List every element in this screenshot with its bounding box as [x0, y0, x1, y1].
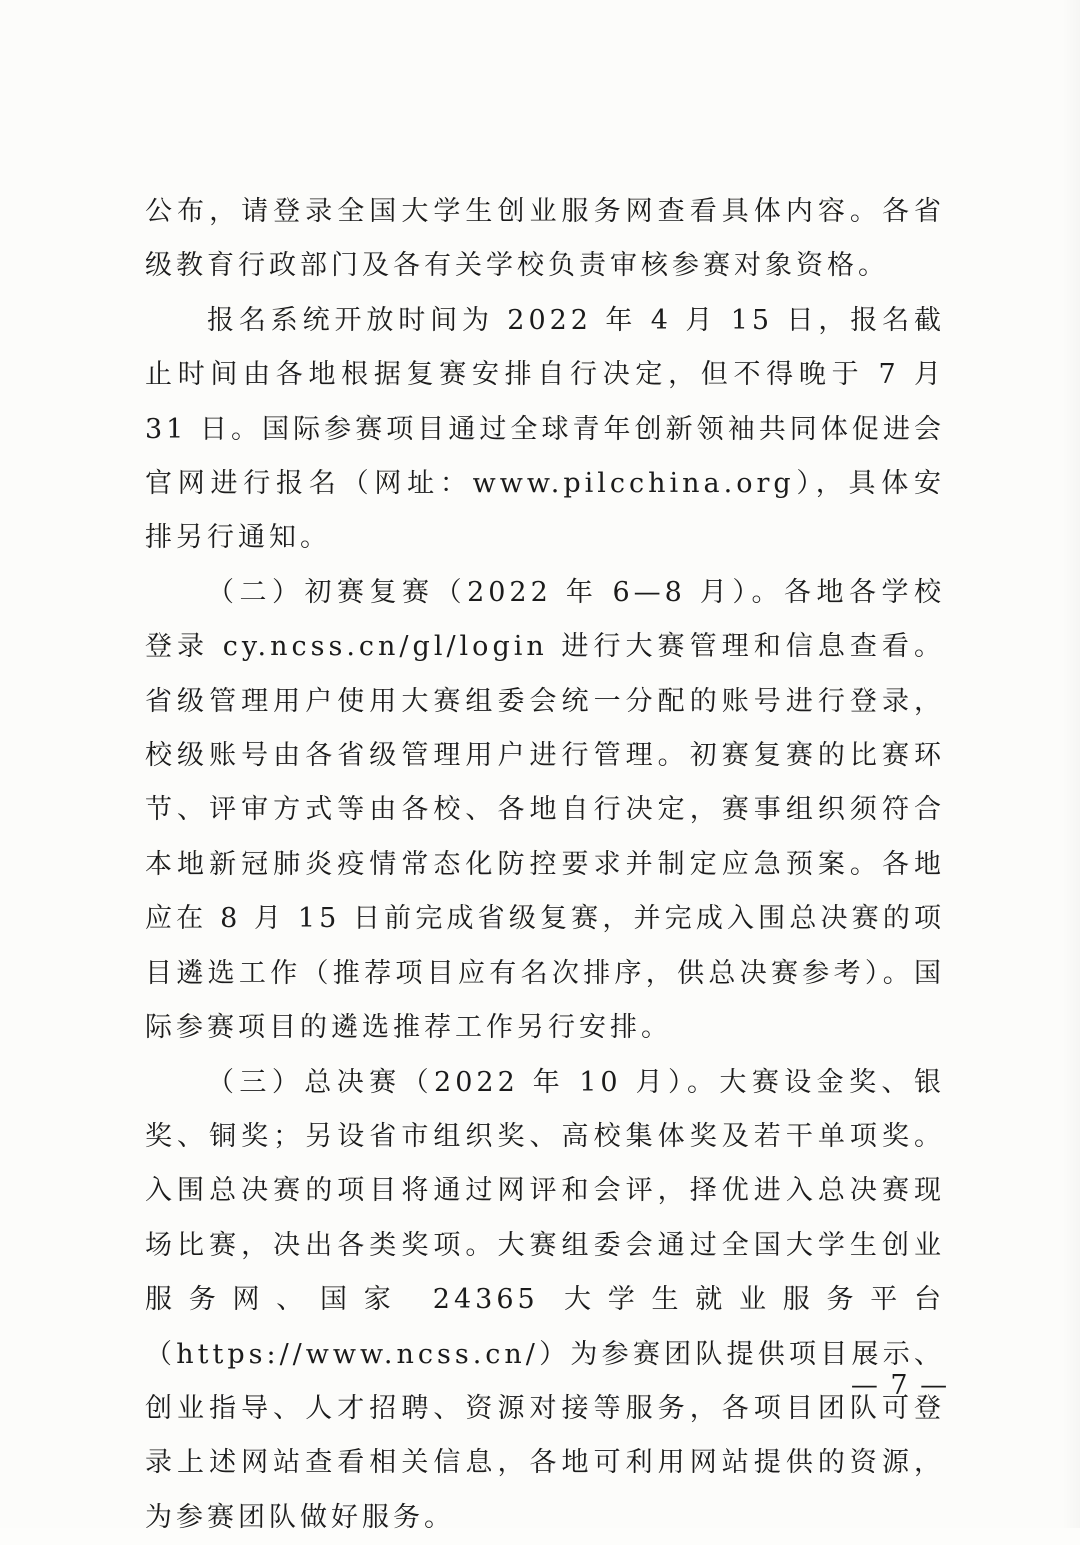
paragraph-registration: 报名系统开放时间为 2022 年 4 月 15 日，报名截止时间由各地根据复赛安排自行决定，但不得晚于 7 月 31 日。国际参赛项目通过全球青年创新领袖共同体促进会官网进行报名（网址：www.pilcchina.org），具体安排另行通知。	[145, 294, 945, 566]
page-number: — 7 —	[850, 1366, 950, 1406]
paragraph-preliminary-rounds: （二）初赛复赛（2022 年 6—8 月）。各地各学校登录 cy.ncss.cn/gl/login 进行大赛管理和信息查看。省级管理用户使用大赛组委会统一分配的账号进行登录，校级账号由各省级管理用户进行管理。初赛复赛的比赛环节、评审方式等由各校、各地自行决定，赛事组织须符合本地新冠肺炎疫情常态化防控要求并制定应急预案。各地应在 8 月 15 日前完成省级复赛，并完成入围总决赛的项目遴选工作（推荐项目应有名次排序，供总决赛参考）。国际参赛项目的遴选推荐工作另行安排。	[145, 566, 945, 1056]
paragraph-continuation: 公布，请登录全国大学生创业服务网查看具体内容。各省级教育行政部门及各有关学校负责审核参赛对象资格。	[145, 185, 945, 294]
document-body	[145, 185, 945, 1545]
paragraph-finals: （三）总决赛（2022 年 10 月）。大赛设金奖、银奖、铜奖；另设省市组织奖、高校集体奖及若干单项奖。入围总决赛的项目将通过网评和会评，择优进入总决赛现场比赛，决出各类奖项。大赛组委会通过全国大学生创业服务网、国家 24365 大学生就业服务平台（https://www.ncss.cn/）为参赛团队提供项目展示、创业指导、人才招聘、资源对接等服务，各项目团队可登录上述网站查看相关信息，各地可利用网站提供的资源，为参赛团队做好服务。	[145, 1056, 945, 1545]
paper-edge	[1062, 0, 1080, 1528]
